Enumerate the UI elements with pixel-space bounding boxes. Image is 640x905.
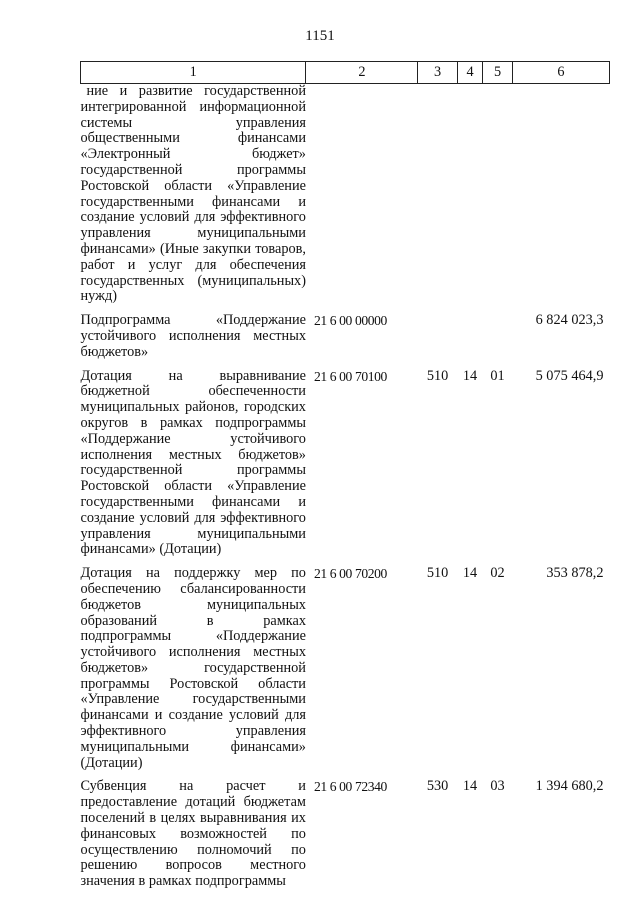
row-expense-type: 510 — [426, 565, 449, 582]
row-expense-type: 510 — [426, 367, 449, 384]
row-section: 14 — [462, 778, 478, 795]
page-number: 1151 — [305, 28, 335, 44]
row-sum: 1 394 680,2 — [535, 778, 604, 795]
row-name: Дотация на выравнивание бюджетной обеспеченности муниципальных районов, городских округов в рамках подпрограммы «Поддержание устойчивого исполнения местных бюджетов» государственной программы Ростовской области «Управление государственными финансами и создание условий для эффективного управления муниципальными финансами» (Дотации) — [80, 367, 306, 558]
column-header: 3 — [418, 62, 457, 84]
row-target-code — [306, 84, 418, 306]
row-target-code: 21 6 00 00000 — [313, 313, 387, 329]
column-header: 2 — [306, 62, 418, 84]
budget-table — [80, 61, 610, 890]
row-name: Дотация на поддержку мер по обеспечению сбалансированности бюджетов муниципальных образований в рамках подпрограммы «Поддержание устойчивого исполнения местных бюджетов» государственной программы Ростовской области «Управление государственными финансами и создание условий для эффективного управления муниципальными финансами» (Дотации) — [80, 565, 306, 771]
table-header-row — [81, 62, 610, 84]
row-sum: 6 824 023,3 — [535, 312, 604, 329]
row-expense-type: 530 — [426, 778, 449, 795]
row-section — [457, 313, 483, 360]
row-subsection — [483, 84, 512, 306]
row-section: 14 — [462, 565, 478, 582]
column-header: 6 — [512, 62, 609, 84]
table-row — [81, 313, 610, 360]
row-target-code: 21 6 00 70200 — [313, 566, 387, 582]
row-expense-type — [418, 84, 457, 306]
row-subsection: 01 — [490, 367, 505, 384]
table-row — [81, 369, 610, 559]
row-target-code: 21 6 00 72340 — [313, 779, 387, 795]
row-name: Подпрограмма «Поддержание устойчивого исполнения местных бюджетов» — [80, 312, 306, 360]
row-section: 14 — [462, 367, 478, 384]
row-name: ние и развитие государственной интегрированной информационной системы управления общественными финансами «Электронный бюджет» государственной программы Ростовской области «Управление государственными финансами и создание условий для эффективного управления муниципальными финансами» (Иные закупки товаров, работ и услуг для обеспечения государственных (муниципальных) нужд) — [80, 83, 306, 305]
row-target-code: 21 6 00 70100 — [313, 368, 387, 384]
table-row — [81, 84, 610, 306]
table-row — [81, 566, 610, 771]
row-sum: 5 075 464,9 — [535, 367, 604, 384]
row-subsection: 02 — [490, 565, 505, 582]
row-name: Субвенция на расчет и предоставление дотаций бюджетам поселений в целях выравнивания их финансовых возможностей по осуществлению полномочий по решению вопросов местного значения в рамках подпрограммы — [80, 778, 306, 890]
row-expense-type — [418, 313, 457, 360]
column-header: 1 — [81, 62, 306, 84]
row-subsection — [483, 313, 512, 360]
row-section — [457, 84, 483, 306]
column-header: 5 — [483, 62, 512, 84]
row-sum: 353 878,2 — [546, 565, 604, 582]
row-subsection: 03 — [490, 778, 505, 795]
table-row — [81, 779, 610, 890]
column-header: 4 — [457, 62, 483, 84]
row-sum — [512, 84, 609, 306]
